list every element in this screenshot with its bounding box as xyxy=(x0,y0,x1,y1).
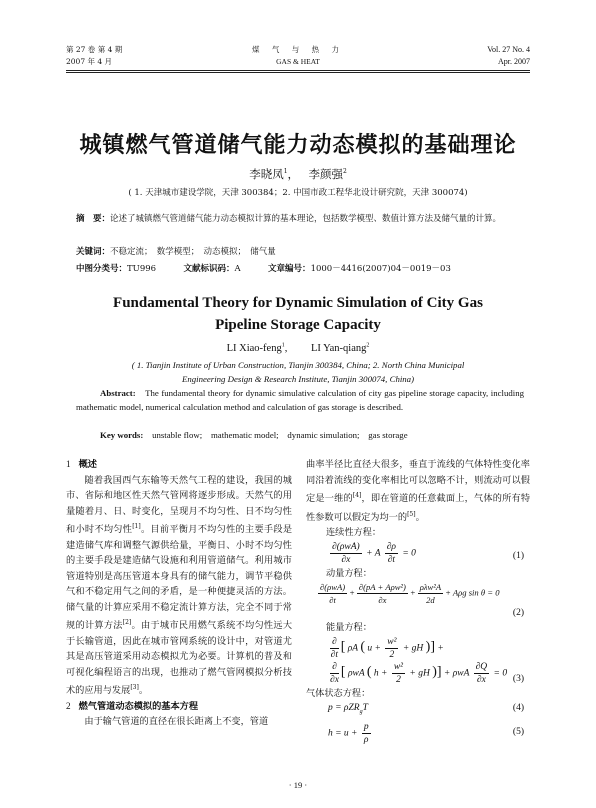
running-header-right xyxy=(487,44,530,68)
author-1: 李晓凤 xyxy=(249,167,284,181)
affiliation-zh: ( 1. 天津城市建设学院，天津 300384；2. 中国市政工程华北设计研究院，天津 300074) xyxy=(128,188,468,198)
affiliation-en: ( 1. Tianjin Institute of Urban Construction, Tianjin 300384, China; 2. North China Municipal Engineering Design & Research Institute, Tianjin 300074, China) xyxy=(131,360,465,384)
authors-zh: 李晓凤$^1$， 李颜强$^2$ xyxy=(249,167,347,181)
equation-5: h = u + $\frac{p}{\rho}$ (5) xyxy=(328,721,524,745)
equation-number: (5) xyxy=(512,726,524,737)
authors-en: LI Xiao-feng$^1$, LI Yan-qiang$^2$ xyxy=(226,342,370,354)
citation: [5] xyxy=(407,510,416,518)
abstract-text-zh: 论述了城镇燃气管道储气能力动态模拟计算的基本理论，包括数学模型、数值计算方法及储气量的计算。 xyxy=(110,214,502,224)
author-1-en: LI Xiao-feng xyxy=(226,343,282,354)
issue-date: 2007 年 4 月 xyxy=(66,57,113,66)
journal-name-en: GAS & HEAT xyxy=(276,57,320,66)
clc-number: TU996 xyxy=(127,264,157,274)
body-column-right xyxy=(306,457,530,746)
keywords-zh xyxy=(76,245,524,259)
issue-date-en: Apr. 2007 xyxy=(498,57,530,66)
section-1-heading: 1 概述 xyxy=(66,459,97,470)
equation-2: $\frac{\text{∂(ρwA)}}{\partial t}$ + $\frac{\text{∂(pA + Aρw²)}}{\partial x}$ + $\frac{\text{ρλw²A}}{2d}$ + Aρg sin θ = 0 xyxy=(320,582,500,606)
section-2-heading: 2 燃气管道动态模拟的基本方程 xyxy=(66,700,199,712)
momentum-label: 动量方程： xyxy=(326,567,372,579)
abstract-text-en: The fundamental theory for dynamic simulative calculation of city gas pipeline storage capacity, including mathematic model, numerical calculation method and calculation of gas storage is described. xyxy=(76,388,524,412)
continuity-label: 连续性方程： xyxy=(326,527,382,539)
journal-name-zh: 煤 气 与 热 力 xyxy=(251,45,345,54)
keywords-text-en: unstable flow; mathematic model; dynamic simulation; gas storage xyxy=(152,430,408,440)
paper-title-zh: 城镇燃气管道储气能力动态模拟的基础理论 xyxy=(79,132,517,158)
equation-1: $\frac{\text{∂(ρwA)}}{\partial x}$ + A $\frac{\partial\rho}{\partial t}$ = 0 (1) xyxy=(332,541,524,565)
page-number: · 19 · xyxy=(288,780,308,790)
equation-number: (2) xyxy=(512,608,524,619)
section-1-paragraph: 随着我国西气东输等天然气工程的建设，我国的城市、省际和地区性天然气管网将逐步形成。天然气的用量随着月、日、时变化，呈现月不均匀性、日不均匀性和小时不均匀性[1]。目前平衡月不均匀性的主要手段是建造储气库和调整气源供给量，平衡日、小时不均匀性的主要手段是建造储气设施和利用管道储气。利用城市管道特别是高压管道本身具有的储气能力，调节平稳供气和不稳定用气之间的矛盾，是一种便捷灵活的方法。储气量的计算应采用不稳定流计算方法，完全不同于常规的计算方法[2]。由于城市民用燃气系统不均匀性远大于长输管道，因此在城市管网系统的设计中，对管道尤其是高压管道采用动态模拟尤为必要。计算机的普及和可视化编程语言的出现，也推动了燃气管网模拟分析技术的应用与发展[3]。 xyxy=(66,474,293,697)
abstract-en xyxy=(76,386,524,414)
citation: [2] xyxy=(122,619,132,627)
energy-label: 能量方程： xyxy=(326,622,372,634)
article-number: 1000－4416(2007)04－0019－03 xyxy=(310,264,451,274)
document-code: A xyxy=(234,264,241,274)
continued-paragraph: 曲率半径比直径大很多，垂直于流线的气体特性变化率同沿着流线的变化率相比可以忽略不计，则流动可以假定是一维的[4]，即在管道的任意截面上，气体的所有特性参数可以假定为均一的[5]。 xyxy=(306,459,531,523)
state-label: 气体状态方程： xyxy=(306,687,371,699)
keywords-en xyxy=(100,428,524,441)
abstract-zh xyxy=(76,212,524,226)
header-rule-bottom xyxy=(66,72,530,73)
section-2-paragraph: 由于输气管道的直径在很长距离上不变，管道 xyxy=(84,716,269,728)
equation-4: p = ρZR$_g$T (4) xyxy=(328,703,524,716)
keywords-label-en: Key words: xyxy=(100,430,144,440)
abstract-label-zh: 摘 要： xyxy=(76,214,111,224)
equation-3: $\frac{\partial}{\partial t}$ [ ρA ( u + $\frac{\text{w²}}{2}$ + gH )] + $\frac{\partial}{\partial x}$ [ ρwA ( h + $\frac{\text{w²}}{2}$ + gH )] + ρwA $\frac{\partial Q}{\partial x}$ = 0 (3) xyxy=(306,636,530,686)
keywords-text-zh: 不稳定流； 数学模型； 动态模拟； 储气量 xyxy=(110,247,276,257)
classification-line: 中图分类号：TU996 文献标识码：A 文章编号：1000－4416(2007)04－0019－03 xyxy=(76,264,451,274)
header-rule-top xyxy=(66,70,530,71)
volume-issue: 第 27 卷 第 4 期 xyxy=(66,45,123,54)
citation: [3] xyxy=(130,684,139,692)
volume-issue-en: Vol. 27 No. 4 xyxy=(487,45,530,54)
abstract-label-en: Abstract: xyxy=(100,388,136,398)
author-2-en: LI Yan-qiang xyxy=(310,343,367,354)
body-column-left xyxy=(66,457,292,730)
equation-number: (3) xyxy=(512,673,524,684)
paper-title-en: Fundamental Theory for Dynamic Simulation of City Gas Pipeline Storage Capacity xyxy=(113,295,483,333)
equation-number: (4) xyxy=(512,703,524,714)
citation: [4] xyxy=(352,492,362,499)
citation: [1] xyxy=(132,523,141,530)
author-2: 李颜强 xyxy=(308,167,343,181)
equation-number: (1) xyxy=(512,550,524,561)
keywords-label-zh: 关键词： xyxy=(76,247,111,257)
